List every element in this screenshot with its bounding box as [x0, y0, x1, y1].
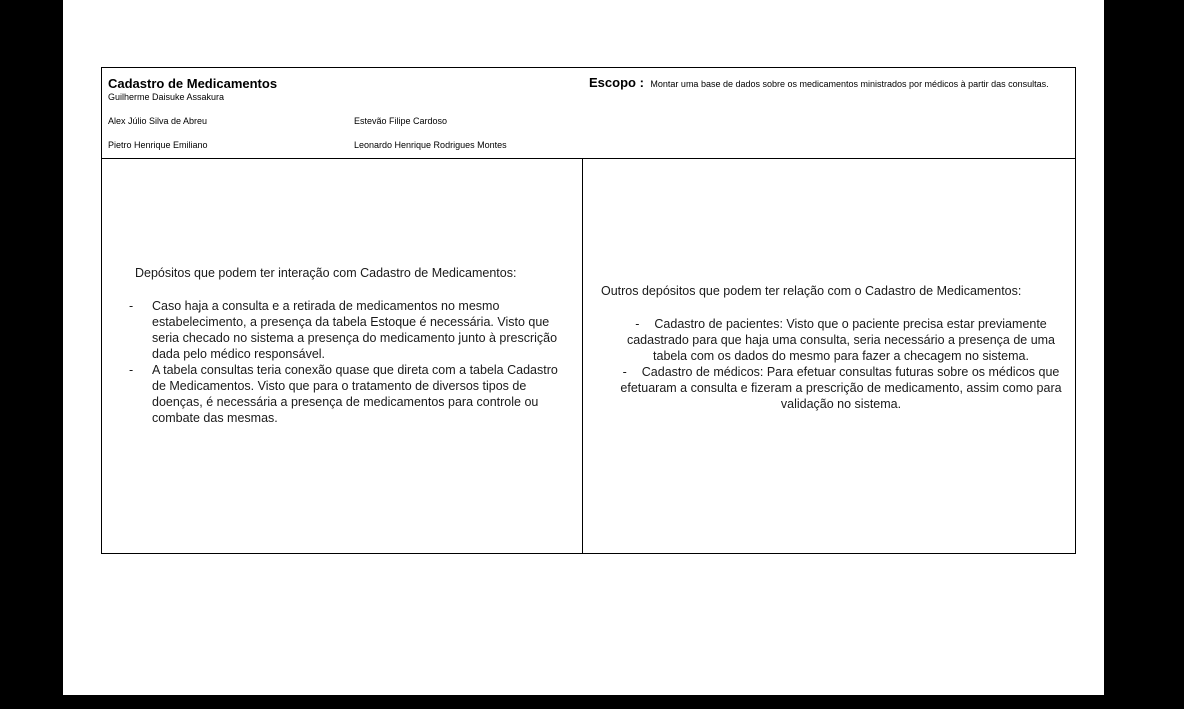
bullet-marker: -	[622, 365, 627, 379]
left-bullet-list	[129, 298, 574, 426]
left-bullet-text: A tabela consultas teria conexão quase que direta com a tabela Cadastro de Medicamentos. Visto que para o tratamento de diversos tipos de doenças, é necessária a presença de medicamentos para controle ou combate das mesmas.	[152, 363, 558, 425]
list-item	[611, 316, 1071, 364]
bullet-marker: -	[129, 363, 134, 377]
right-bullet-text: Cadastro de médicos: Para efetuar consultas futuras sobre os médicos que efetuaram a consulta e fizeram a prescrição de medicamento, assim como para validação no sistema.	[620, 365, 1062, 411]
list-item	[129, 298, 574, 362]
author-4: Pietro Henrique Emiliano	[108, 140, 208, 150]
document-page	[63, 0, 1104, 695]
author-5: Leonardo Henrique Rodrigues Montes	[354, 140, 507, 150]
right-heading: Outros depósitos que podem ter relação com o Cadastro de Medicamentos:	[601, 284, 1022, 298]
right-bullet-list	[611, 316, 1071, 412]
scope-label: Escopo :	[589, 75, 644, 90]
author-1: Guilherme Daisuke Assakura	[108, 92, 225, 102]
scope-block	[589, 76, 1059, 91]
bullet-marker: -	[129, 299, 134, 313]
author-2: Alex Júlio Silva de Abreu	[108, 116, 208, 126]
right-cell	[583, 159, 1075, 553]
header-row	[102, 68, 1075, 159]
left-cell	[102, 159, 583, 553]
bullet-marker: -	[635, 317, 640, 331]
document-title: Cadastro de Medicamentos	[108, 76, 278, 91]
author-3: Estevão Filipe Cardoso	[354, 116, 448, 126]
list-item	[129, 362, 574, 426]
scope-text: Montar uma base de dados sobre os medicamentos ministrados por médicos à partir das consultas.	[650, 79, 1049, 89]
list-item	[611, 364, 1071, 412]
document-table	[101, 67, 1076, 554]
right-bullet-text: Cadastro de pacientes: Visto que o paciente precisa estar previamente cadastrado para que haja uma consulta, seria necessário a presença de uma tabela com os dados do mesmo para fazer a checagem no sistema.	[626, 317, 1056, 363]
left-heading: Depósitos que podem ter interação com Cadastro de Medicamentos:	[135, 266, 517, 280]
left-bullet-text: Caso haja a consulta e a retirada de medicamentos no mesmo estabelecimento, a presença da tabela Estoque é necessária. Visto que seria checado no sistema a presença do medicamento junto à prescrição dada pelo médico responsável.	[152, 299, 558, 361]
